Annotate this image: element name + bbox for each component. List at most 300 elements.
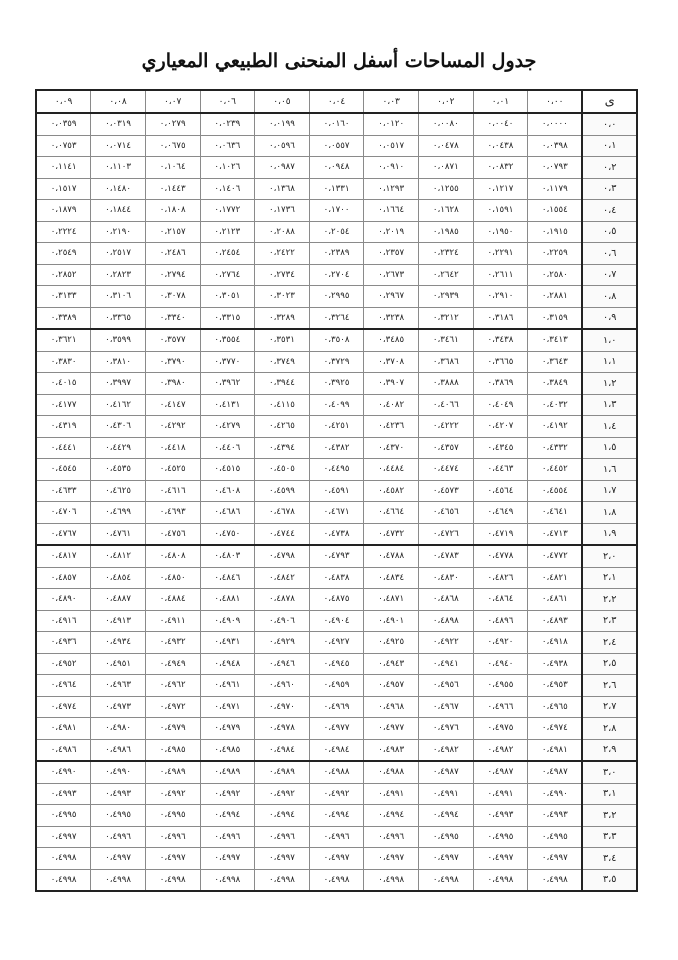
- area-cell: ٠،٤٠٩٩: [309, 394, 364, 416]
- table-row: [36, 718, 637, 740]
- area-cell: ٠،٤٦٦٤: [364, 502, 419, 524]
- area-cell: ٠،٤٦٠٨: [200, 480, 255, 502]
- area-cell: ٠،٤٩٩٨: [36, 869, 91, 891]
- area-cell: ٠،٤٩٩٤: [309, 805, 364, 827]
- area-cell: ٠،٣٥٧٧: [145, 329, 200, 351]
- area-cell: ٠،٤١٣١: [200, 394, 255, 416]
- table-row: [36, 264, 637, 286]
- area-cell: ٠،١٠٦٤: [145, 157, 200, 179]
- area-cell: ٠،٤٤٦٣: [473, 459, 528, 481]
- area-cell: ٠،٢٦٧٣: [364, 264, 419, 286]
- area-cell: ٠،٤٩٩٨: [200, 869, 255, 891]
- area-cell: ٠،٤٩٢٠: [473, 632, 528, 654]
- area-cell: ٠،٤٦٣٣: [36, 480, 91, 502]
- area-cell: ٠،٤٧١٣: [528, 523, 583, 545]
- area-cell: ٠،٤٩٩٣: [473, 805, 528, 827]
- area-cell: ٠،٤٩٥٩: [309, 675, 364, 697]
- area-cell: ٠،١١٤١: [36, 157, 91, 179]
- area-cell: ٠،٣٨٨٨: [419, 373, 474, 395]
- area-cell: ٠،٤٢٥١: [309, 416, 364, 438]
- area-cell: ٠،٤٢٢٢: [419, 416, 474, 438]
- area-cell: ٠،٤٨٧٥: [309, 589, 364, 611]
- area-cell: ٠،٤٥٢٥: [145, 459, 200, 481]
- area-cell: ٠،٤٧٥٠: [200, 523, 255, 545]
- table-row: [36, 502, 637, 524]
- table-row: [36, 653, 637, 675]
- area-cell: ٠،٤٩٧٤: [36, 696, 91, 718]
- z-value-cell: ١،٥: [582, 437, 637, 459]
- table-row: [36, 221, 637, 243]
- area-cell: ٠،٢٦٤٢: [419, 264, 474, 286]
- z-value-cell: ١،١: [582, 351, 637, 373]
- area-cell: ٠،٤٧٣٨: [309, 523, 364, 545]
- area-cell: ٠،٤٩٤٠: [473, 653, 528, 675]
- table-row: [36, 589, 637, 611]
- area-cell: ٠،٤٩٨٧: [528, 761, 583, 783]
- area-cell: ٠،٤٩٧٦: [419, 718, 474, 740]
- area-cell: ٠،٤٢٩٢: [145, 416, 200, 438]
- area-cell: ٠،٣٠٥١: [200, 286, 255, 308]
- area-cell: ٠،٠٤٧٨: [419, 135, 474, 157]
- area-cell: ٠،٤٩٨١: [528, 739, 583, 761]
- table-header: [36, 90, 637, 113]
- area-cell: ٠،٤٩٩٣: [91, 783, 146, 805]
- area-cell: ٠،٤٩٩٧: [255, 848, 310, 870]
- area-cell: ٠،٣٦٤٣: [528, 351, 583, 373]
- area-cell: ٠،٤٩٧٤: [528, 718, 583, 740]
- page-title: جدول المساحات أسفل المنحنى الطبيعي المعياري: [141, 50, 537, 72]
- area-cell: ٠،٤٢٦٥: [255, 416, 310, 438]
- area-cell: ٠،٣٦٨٦: [419, 351, 474, 373]
- area-cell: ٠،٤٨٩٨: [419, 610, 474, 632]
- area-cell: ٠،٤٩٠١: [364, 610, 419, 632]
- header-col: ٠،٠٠: [528, 90, 583, 113]
- table-row: [36, 286, 637, 308]
- table-row: [36, 610, 637, 632]
- header-col: ٠،٠٦: [200, 90, 255, 113]
- area-cell: ٠،٣٥٠٨: [309, 329, 364, 351]
- table-row: [36, 157, 637, 179]
- area-cell: ٠،٤٦٧١: [309, 502, 364, 524]
- area-cell: ٠،٤٩٦٢: [145, 675, 200, 697]
- area-cell: ٠،٤٩٨٩: [255, 761, 310, 783]
- area-cell: ٠،٤٨٩٣: [528, 610, 583, 632]
- area-cell: ٠،٢٥١٧: [91, 243, 146, 265]
- z-value-cell: ٢،٥: [582, 653, 637, 675]
- area-cell: ٠،٤٧٢٦: [419, 523, 474, 545]
- area-cell: ٠،٤٧١٩: [473, 523, 528, 545]
- area-cell: ٠،٠١٢٠: [364, 113, 419, 135]
- area-cell: ٠،٣٩٦٢: [200, 373, 255, 395]
- area-cell: ٠،٤٩١٣: [91, 610, 146, 632]
- area-cell: ٠،٣٠٧٨: [145, 286, 200, 308]
- area-cell: ٠،٤٩٤٩: [145, 653, 200, 675]
- area-cell: ٠،٢٣٢٤: [419, 243, 474, 265]
- area-cell: ٠،٤٧٨٨: [364, 545, 419, 567]
- area-cell: ٠،٤٩٨٥: [200, 739, 255, 761]
- z-value-cell: ١،٩: [582, 523, 637, 545]
- area-cell: ٠،٤٩٦٦: [473, 696, 528, 718]
- z-value-cell: ١،٤: [582, 416, 637, 438]
- area-cell: ٠،٣٩٩٧: [91, 373, 146, 395]
- area-cell: ٠،٠٢٣٩: [200, 113, 255, 135]
- area-cell: ٠،٠٢٧٩: [145, 113, 200, 135]
- area-cell: ٠،٤٩٩٠: [528, 783, 583, 805]
- area-cell: ٠،٤٨٨٧: [91, 589, 146, 611]
- z-value-cell: ٠،٢: [582, 157, 637, 179]
- area-cell: ٠،٤٩٨٥: [145, 739, 200, 761]
- area-cell: ٠،٤٩٩٨: [419, 869, 474, 891]
- area-cell: ٠،٤٨٠٣: [200, 545, 255, 567]
- z-value-cell: ٣،٥: [582, 869, 637, 891]
- area-cell: ٠،٢٠٥٤: [309, 221, 364, 243]
- area-cell: ٠،١٥٩١: [473, 200, 528, 222]
- table-row: [36, 696, 637, 718]
- area-cell: ٠،٢٨٢٣: [91, 264, 146, 286]
- area-cell: ٠،٤٩٥٢: [36, 653, 91, 675]
- table-row: [36, 437, 637, 459]
- area-cell: ٠،٢٩٩٥: [309, 286, 364, 308]
- table-row: [36, 416, 637, 438]
- area-cell: ٠،٤٩٥٣: [528, 675, 583, 697]
- area-cell: ٠،١٤٠٦: [200, 178, 255, 200]
- area-cell: ٠،٤٦٤٩: [473, 502, 528, 524]
- area-cell: ٠،٠٤٣٨: [473, 135, 528, 157]
- area-cell: ٠،٤٠٣٢: [528, 394, 583, 416]
- z-value-cell: ٠،٣: [582, 178, 637, 200]
- table-row: [36, 135, 637, 157]
- area-cell: ٠،٢١٥٧: [145, 221, 200, 243]
- area-cell: ٠،٢١٩٠: [91, 221, 146, 243]
- area-cell: ٠،١٩٥٠: [473, 221, 528, 243]
- area-cell: ٠،٤٩٥٧: [364, 675, 419, 697]
- area-cell: ٠،٤٩٩٧: [473, 848, 528, 870]
- header-row: [36, 90, 637, 113]
- table-wrapper: [35, 89, 638, 892]
- z-value-cell: ١،٢: [582, 373, 637, 395]
- area-cell: ٠،٢٩٣٩: [419, 286, 474, 308]
- area-cell: ٠،٣٤٣٨: [473, 329, 528, 351]
- area-cell: ٠،٤٨٨١: [200, 589, 255, 611]
- area-cell: ٠،٤٩٢٢: [419, 632, 474, 654]
- area-cell: ٠،٢٥٨٠: [528, 264, 583, 286]
- area-cell: ٠،٤٨٧١: [364, 589, 419, 611]
- area-cell: ٠،١٣٣١: [309, 178, 364, 200]
- area-cell: ٠،٣١٠٦: [91, 286, 146, 308]
- z-value-cell: ٢،٦: [582, 675, 637, 697]
- table-row: [36, 329, 637, 351]
- area-cell: ٠،٤٦٧٨: [255, 502, 310, 524]
- area-cell: ٠،٠٩٨٧: [255, 157, 310, 179]
- area-cell: ٠،٤٩٨٨: [364, 761, 419, 783]
- area-cell: ٠،٣٨٣٠: [36, 351, 91, 373]
- area-cell: ٠،٤٩٣٤: [91, 632, 146, 654]
- area-cell: ٠،٤٩٩٢: [309, 783, 364, 805]
- area-cell: ٠،٤٣٣٢: [528, 437, 583, 459]
- area-cell: ٠،٠١٦٠: [309, 113, 364, 135]
- area-cell: ٠،٤٥٩١: [309, 480, 364, 502]
- header-col: ٠،٠٣: [364, 90, 419, 113]
- area-cell: ٠،٤٥١٥: [200, 459, 255, 481]
- area-cell: ٠،٣٧٧٠: [200, 351, 255, 373]
- area-cell: ٠،٤٩٩٥: [91, 805, 146, 827]
- z-value-cell: ١،٦: [582, 459, 637, 481]
- area-cell: ٠،٤٧٠٦: [36, 502, 91, 524]
- area-cell: ٠،٢٢٩١: [473, 243, 528, 265]
- area-cell: ٠،٤٨٥٤: [91, 567, 146, 589]
- area-cell: ٠،٤٨٣٤: [364, 567, 419, 589]
- area-cell: ٠،٤١٦٢: [91, 394, 146, 416]
- area-cell: ٠،٤٩٩٦: [91, 826, 146, 848]
- area-cell: ٠،٣١٥٩: [528, 307, 583, 329]
- area-cell: ٠،٣٢٣٨: [364, 307, 419, 329]
- area-cell: ٠،٤٧٦٧: [36, 523, 91, 545]
- area-cell: ٠،٣٩٤٤: [255, 373, 310, 395]
- area-cell: ٠،٠٧٥٣: [36, 135, 91, 157]
- area-cell: ٠،٤٩٩٤: [200, 805, 255, 827]
- area-cell: ٠،٤٩٨١: [36, 718, 91, 740]
- table-row: [36, 761, 637, 783]
- area-cell: ٠،٤٤٨٤: [364, 459, 419, 481]
- table-row: [36, 351, 637, 373]
- table-row: [36, 632, 637, 654]
- z-value-cell: ١،٧: [582, 480, 637, 502]
- area-cell: ٠،٤٩٠٤: [309, 610, 364, 632]
- area-cell: ٠،٤٩٨٨: [309, 761, 364, 783]
- area-cell: ٠،٢٧٩٤: [145, 264, 200, 286]
- area-cell: ٠،٤٥٧٣: [419, 480, 474, 502]
- area-cell: ٠،٣٩٢٥: [309, 373, 364, 395]
- area-cell: ٠،٤٩١١: [145, 610, 200, 632]
- area-cell: ٠،٤٩٨٧: [419, 761, 474, 783]
- area-cell: ٠،٤٠١٥: [36, 373, 91, 395]
- area-cell: ٠،٢٩١٠: [473, 286, 528, 308]
- area-cell: ٠،٢٤٨٦: [145, 243, 200, 265]
- area-cell: ٠،٣٨٦٩: [473, 373, 528, 395]
- area-cell: ٠،٤٩٣١: [200, 632, 255, 654]
- area-cell: ٠،٤٩٨٠: [91, 718, 146, 740]
- area-cell: ٠،٤٢٧٩: [200, 416, 255, 438]
- area-cell: ٠،٤٩٩٥: [473, 826, 528, 848]
- area-cell: ٠،٣٦٢١: [36, 329, 91, 351]
- table-row: [36, 848, 637, 870]
- area-cell: ٠،٠٧١٤: [91, 135, 146, 157]
- z-value-cell: ٠،١: [582, 135, 637, 157]
- area-cell: ٠،٤٩٧٢: [145, 696, 200, 718]
- area-cell: ٠،٤٩٣٦: [36, 632, 91, 654]
- area-cell: ٠،٤٩٦٤: [36, 675, 91, 697]
- area-cell: ٠،١١٧٩: [528, 178, 583, 200]
- standard-normal-table: [35, 89, 638, 892]
- header-col: ٠،٠٤: [309, 90, 364, 113]
- area-cell: ٠،٠٨٣٢: [473, 157, 528, 179]
- area-cell: ٠،٤٩٨٩: [200, 761, 255, 783]
- area-cell: ٠،٤٩٦٩: [309, 696, 364, 718]
- z-value-cell: ٢،٨: [582, 718, 637, 740]
- area-cell: ٠،٠١٩٩: [255, 113, 310, 135]
- area-cell: ٠،٠٠٠٠: [528, 113, 583, 135]
- area-cell: ٠،٣٨١٠: [91, 351, 146, 373]
- area-cell: ٠،٣١٨٦: [473, 307, 528, 329]
- area-cell: ٠،١٠٢٦: [200, 157, 255, 179]
- area-cell: ٠،٤٧٩٣: [309, 545, 364, 567]
- z-value-cell: ٣،٠: [582, 761, 637, 783]
- area-cell: ٠،٤٦٨٦: [200, 502, 255, 524]
- z-value-cell: ٣،٣: [582, 826, 637, 848]
- area-cell: ٠،٤٩٩٨: [309, 869, 364, 891]
- area-cell: ٠،٠٣٩٨: [528, 135, 583, 157]
- area-cell: ٠،٤٨٦٤: [473, 589, 528, 611]
- z-value-cell: ٠،٤: [582, 200, 637, 222]
- area-cell: ٠،٤٤٢٩: [91, 437, 146, 459]
- area-cell: ٠،٤٩٩٧: [200, 848, 255, 870]
- area-cell: ٠،٤٩٨٢: [419, 739, 474, 761]
- area-cell: ٠،٣٢١٢: [419, 307, 474, 329]
- area-cell: ٠،٤١٩٢: [528, 416, 583, 438]
- area-cell: ٠،٤٩٩٥: [528, 826, 583, 848]
- header-col: ٠،٠٨: [91, 90, 146, 113]
- area-cell: ٠،١٣٦٨: [255, 178, 310, 200]
- area-cell: ٠،٣٩٠٧: [364, 373, 419, 395]
- z-value-cell: ٢،١: [582, 567, 637, 589]
- area-cell: ٠،٤٩٦١: [200, 675, 255, 697]
- area-cell: ٠،٤٩٤٥: [309, 653, 364, 675]
- area-cell: ٠،٤٩١٦: [36, 610, 91, 632]
- area-cell: ٠،٣٣١٥: [200, 307, 255, 329]
- z-value-cell: ٠،٨: [582, 286, 637, 308]
- area-cell: ٠،٣٢٦٤: [309, 307, 364, 329]
- area-cell: ٠،٤٦٢٥: [91, 480, 146, 502]
- area-cell: ٠،١٤٤٣: [145, 178, 200, 200]
- area-cell: ٠،٤٨٧٨: [255, 589, 310, 611]
- area-cell: ٠،٤٨٨٤: [145, 589, 200, 611]
- area-cell: ٠،٤٦٩٣: [145, 502, 200, 524]
- area-cell: ٠،٤٤١٨: [145, 437, 200, 459]
- area-cell: ٠،٤٧٣٢: [364, 523, 419, 545]
- z-value-cell: ٢،٩: [582, 739, 637, 761]
- area-cell: ٠،٤٩٩٦: [364, 826, 419, 848]
- area-cell: ٠،٤٩٧٧: [364, 718, 419, 740]
- area-cell: ٠،٤٩٤٣: [364, 653, 419, 675]
- area-cell: ٠،٤٧٩٨: [255, 545, 310, 567]
- area-cell: ٠،٤٩٩٦: [309, 826, 364, 848]
- area-cell: ٠،٤٩٩٧: [364, 848, 419, 870]
- z-value-cell: ٣،٤: [582, 848, 637, 870]
- area-cell: ٠،٤٩٩٦: [145, 826, 200, 848]
- area-cell: ٠،٤٩٩٧: [309, 848, 364, 870]
- area-cell: ٠،٣٧٤٩: [255, 351, 310, 373]
- area-cell: ٠،٤٩٣٨: [528, 653, 583, 675]
- area-cell: ٠،٤٩٩٨: [528, 869, 583, 891]
- header-col: ٠،٠٥: [255, 90, 310, 113]
- area-cell: ٠،٤٩٩٠: [91, 761, 146, 783]
- area-cell: ٠،٤٩٩١: [364, 783, 419, 805]
- area-cell: ٠،٤٩٧٠: [255, 696, 310, 718]
- area-cell: ٠،٠٦٣٦: [200, 135, 255, 157]
- area-cell: ٠،٤٨٦٨: [419, 589, 474, 611]
- area-cell: ٠،٤٣٤٥: [473, 437, 528, 459]
- z-value-cell: ٢،٢: [582, 589, 637, 611]
- area-cell: ٠،١٢١٧: [473, 178, 528, 200]
- table-row: [36, 113, 637, 135]
- area-cell: ٠،٤٨٥٧: [36, 567, 91, 589]
- area-cell: ٠،٤٨٦١: [528, 589, 583, 611]
- area-cell: ٠،٤٧٧٨: [473, 545, 528, 567]
- area-cell: ٠،٢٤٥٤: [200, 243, 255, 265]
- table-row: [36, 805, 637, 827]
- area-cell: ٠،٠٠٨٠: [419, 113, 474, 135]
- area-cell: ٠،٠٣٥٩: [36, 113, 91, 135]
- area-cell: ٠،٠٥٥٧: [309, 135, 364, 157]
- area-cell: ٠،٠٠٤٠: [473, 113, 528, 135]
- area-cell: ٠،٤٩٩٨: [473, 869, 528, 891]
- table-row: [36, 373, 637, 395]
- area-cell: ٠،٤٨٤٢: [255, 567, 310, 589]
- area-cell: ٠،٤٤٠٦: [200, 437, 255, 459]
- area-cell: ٠،٤٩٠٦: [255, 610, 310, 632]
- area-cell: ٠،١٦٦٤: [364, 200, 419, 222]
- area-cell: ٠،٤٩٩٤: [419, 805, 474, 827]
- header-col: ٠،٠٢: [419, 90, 474, 113]
- table-row: [36, 459, 637, 481]
- table-row: [36, 826, 637, 848]
- table-row: [36, 178, 637, 200]
- area-cell: ٠،٤٩٩٧: [419, 848, 474, 870]
- area-cell: ٠،٤٩٩٤: [364, 805, 419, 827]
- area-cell: ٠،٤٩٩٧: [91, 848, 146, 870]
- area-cell: ٠،٤٢٠٧: [473, 416, 528, 438]
- area-cell: ٠،٢٥٤٩: [36, 243, 91, 265]
- area-cell: ٠،٤٧٨٣: [419, 545, 474, 567]
- header-z: ى: [582, 90, 637, 113]
- area-cell: ٠،٤٧٥٦: [145, 523, 200, 545]
- area-cell: ٠،١٢٥٥: [419, 178, 474, 200]
- area-cell: ٠،٤٨٥٠: [145, 567, 200, 589]
- area-cell: ٠،٤٦٩٩: [91, 502, 146, 524]
- area-cell: ٠،٤٩٧٩: [145, 718, 200, 740]
- area-cell: ٠،٤٩٩١: [419, 783, 474, 805]
- area-cell: ٠،٤٩٨٩: [145, 761, 200, 783]
- area-cell: ٠،١٢٩٣: [364, 178, 419, 200]
- area-cell: ٠،٢١٢٣: [200, 221, 255, 243]
- area-cell: ٠،٤٥٤٥: [36, 459, 91, 481]
- area-cell: ٠،٠٩١٠: [364, 157, 419, 179]
- area-cell: ٠،٤١٤٧: [145, 394, 200, 416]
- area-cell: ٠،١٧٠٠: [309, 200, 364, 222]
- area-cell: ٠،٠٨٧١: [419, 157, 474, 179]
- area-cell: ٠،٤٩٥٥: [473, 675, 528, 697]
- area-cell: ٠،٤٣١٩: [36, 416, 91, 438]
- area-cell: ٠،٤٨٤٦: [200, 567, 255, 589]
- area-cell: ٠،٤٦٤١: [528, 502, 583, 524]
- area-cell: ٠،٢٠٨٨: [255, 221, 310, 243]
- area-cell: ٠،٤٩٨٦: [91, 739, 146, 761]
- area-cell: ٠،٤٩٩١: [473, 783, 528, 805]
- area-cell: ٠،٤٩٤١: [419, 653, 474, 675]
- area-cell: ٠،٢٣٥٧: [364, 243, 419, 265]
- area-cell: ٠،٢٠١٩: [364, 221, 419, 243]
- area-cell: ٠،٣٢٨٩: [255, 307, 310, 329]
- area-cell: ٠،٤٩٩٧: [145, 848, 200, 870]
- area-cell: ٠،٤٦١٦: [145, 480, 200, 502]
- table-row: [36, 307, 637, 329]
- area-cell: ٠،٢٢٢٤: [36, 221, 91, 243]
- area-cell: ٠،١٥١٧: [36, 178, 91, 200]
- area-cell: ٠،٣٤٦١: [419, 329, 474, 351]
- area-cell: ٠،٤٩٦٠: [255, 675, 310, 697]
- area-cell: ٠،٤٩٩٢: [200, 783, 255, 805]
- area-cell: ٠،٣٠٢٣: [255, 286, 310, 308]
